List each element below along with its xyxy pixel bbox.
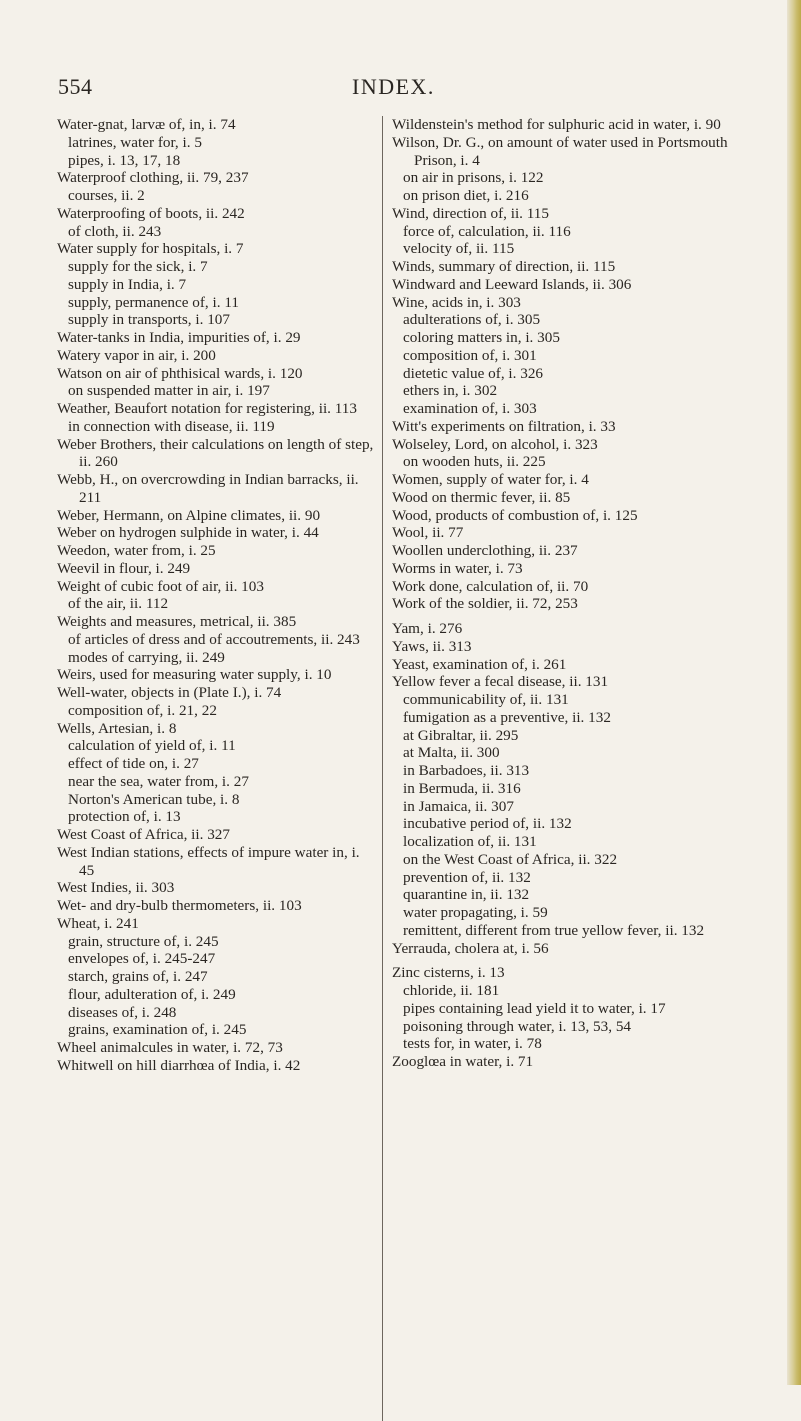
- index-entry: Well-water, objects in (Plate I.), i. 74: [57, 684, 282, 701]
- column-divider: [382, 116, 383, 1421]
- index-entry: Yam, i. 276: [392, 620, 463, 637]
- index-entry: Whitwell on hill diarrhœa of India, i. 42: [57, 1056, 301, 1074]
- index-subentry: modes of carrying, ii. 249: [68, 648, 225, 666]
- running-head: INDEX.: [352, 74, 435, 99]
- index-subentry: tests for, in water, i. 78: [403, 1035, 542, 1053]
- index-entry: West Indies, ii. 303: [57, 879, 175, 897]
- index-subentry: dietetic value of, i. 326: [403, 364, 544, 382]
- index-subentry: near the sea, water from, i. 27: [68, 772, 249, 790]
- index-entry: Wind, direction of, ii. 115: [392, 204, 549, 222]
- index-entry: Yellow fever a fecal disease, ii. 131: [392, 673, 609, 691]
- index-entry: Wilson, Dr. G., on amount of water used in Portsmouth Prison, i. 4: [392, 133, 728, 169]
- index-entry: Windward and Leeward Islands, ii. 306: [392, 275, 632, 293]
- index-subentry: of articles of dress and of accoutrements, ii. 243: [68, 630, 360, 648]
- index-subentry: envelopes of, i. 245-247: [68, 950, 216, 968]
- page-header: [0, 74, 801, 104]
- index-subentry: supply, permanence of, i. 11: [68, 293, 239, 311]
- index-subentry: supply in transports, i. 107: [68, 311, 230, 329]
- index-subentry: coloring matters in, i. 305: [403, 329, 560, 346]
- index-subentry: in Bermuda, ii. 316: [403, 779, 521, 797]
- index-subentry: velocity of, ii. 115: [403, 240, 515, 258]
- index-entry: Witt's experiments on filtration, i. 33: [392, 417, 616, 435]
- index-subentry: on wooden huts, ii. 225: [403, 453, 546, 471]
- index-entry: Watson on air of phthisical wards, i. 120: [57, 364, 303, 382]
- index-subentry: supply in India, i. 7: [68, 275, 187, 293]
- index-entry: West Coast of Africa, ii. 327: [57, 826, 230, 843]
- index-entry: Water supply for hospitals, i. 7: [57, 240, 244, 258]
- index-entry: Wet- and dry-bulb thermometers, ii. 103: [57, 897, 302, 914]
- index-subentry: incubative period of, ii. 132: [403, 815, 572, 833]
- index-entry: Weights and measures, metrical, ii. 385: [57, 613, 297, 630]
- index-subentry: pipes, i. 13, 17, 18: [68, 151, 181, 169]
- index-entry: Worms in water, i. 73: [392, 559, 523, 577]
- index-subentry: water propagating, i. 59: [403, 904, 548, 921]
- index-entry: Wells, Artesian, i. 8: [57, 719, 177, 737]
- index-entry: Water-tanks in India, impurities of, i. 29: [57, 329, 301, 346]
- index-entry: Woollen underclothing, ii. 237: [392, 542, 578, 559]
- index-subentry: courses, ii. 2: [68, 187, 145, 204]
- index-entry: West Indian stations, effects of impure water in, i. 45: [57, 843, 360, 879]
- index-subentry: chloride, ii. 181: [403, 982, 500, 999]
- index-entry: Winds, summary of direction, ii. 115: [392, 258, 616, 275]
- index-subentry: grains, examination of, i. 245: [68, 1021, 247, 1039]
- index-entry: Watery vapor in air, i. 200: [57, 346, 216, 364]
- index-entry: Wine, acids in, i. 303: [392, 293, 521, 311]
- index-entry: Work of the soldier, ii. 72, 253: [392, 595, 578, 613]
- index-entry: Wood on thermic fever, ii. 85: [392, 488, 571, 506]
- left-index-column: [57, 116, 377, 1075]
- index-subentry: in Barbadoes, ii. 313: [403, 762, 530, 779]
- index-entry: Wildenstein's method for sulphuric acid in water, i. 90: [392, 116, 721, 133]
- index-subentry: localization of, ii. 131: [403, 833, 537, 850]
- index-subentry: diseases of, i. 248: [68, 1003, 177, 1021]
- index-subentry: in Jamaica, ii. 307: [403, 797, 514, 815]
- index-subentry: on suspended matter in air, i. 197: [68, 382, 270, 400]
- index-entry: Webb, H., on overcrowding in Indian barracks, ii. 211: [57, 471, 359, 506]
- index-subentry: force of, calculation, ii. 116: [403, 222, 571, 240]
- index-subentry: prevention of, ii. 132: [403, 868, 531, 886]
- index-subentry: calculation of yield of, i. 11: [68, 737, 236, 755]
- page-number: 554: [58, 74, 93, 99]
- index-subentry: at Gibraltar, ii. 295: [403, 726, 519, 744]
- index-entry: Waterproofing of boots, ii. 242: [57, 204, 245, 222]
- index-entry: Weber, Hermann, on Alpine climates, ii. 90: [57, 506, 321, 524]
- index-subentry: starch, grains of, i. 247: [68, 968, 208, 985]
- index-entry: Zinc cisterns, i. 13: [392, 964, 505, 982]
- index-entry: Wool, ii. 77: [392, 524, 464, 542]
- index-subentry: on prison diet, i. 216: [403, 187, 529, 204]
- index-subentry: examination of, i. 303: [403, 400, 537, 417]
- index-entry: Weber on hydrogen sulphide in water, i. 44: [57, 524, 319, 542]
- page-edge-shading: [787, 0, 801, 1385]
- right-index-column: [392, 116, 744, 1071]
- index-entry: Weather, Beaufort notation for registering, ii. 113: [57, 400, 357, 417]
- index-subentry: in connection with disease, ii. 119: [68, 417, 275, 435]
- index-subentry: flour, adulteration of, i. 249: [68, 985, 236, 1003]
- index-entry: Zooglœa in water, i. 71: [392, 1053, 534, 1070]
- index-entry: Waterproof clothing, ii. 79, 237: [57, 169, 249, 187]
- index-subentry: fumigation as a preventive, ii. 132: [403, 708, 611, 726]
- index-subentry: remittent, different from true yellow fever, ii. 132: [403, 921, 705, 939]
- index-subentry: on air in prisons, i. 122: [403, 169, 544, 187]
- index-subentry: at Malta, ii. 300: [403, 744, 500, 762]
- index-subentry: protection of, i. 13: [68, 808, 181, 826]
- index-subentry: composition of, i. 21, 22: [68, 701, 217, 719]
- index-entry: Water-gnat, larvæ of, in, i. 74: [57, 116, 236, 133]
- index-subentry: communicability of, ii. 131: [403, 691, 569, 708]
- index-entry: Women, supply of water for, i. 4: [392, 471, 589, 488]
- index-subentry: of cloth, ii. 243: [68, 222, 162, 240]
- index-entry: Wolseley, Lord, on alcohol, i. 323: [392, 435, 598, 453]
- index-entry: Yaws, ii. 313: [392, 637, 472, 655]
- index-subentry: grain, structure of, i. 245: [68, 932, 219, 950]
- index-subentry: supply for the sick, i. 7: [68, 258, 208, 275]
- index-entry: Wood, products of combustion of, i. 125: [392, 506, 638, 524]
- index-subentry: poisoning through water, i. 13, 53, 54: [403, 1017, 632, 1035]
- index-subentry: of the air, ii. 112: [68, 595, 169, 613]
- index-subentry: ethers in, i. 302: [403, 382, 498, 400]
- index-subentry: pipes containing lead yield it to water, i. 17: [403, 999, 666, 1017]
- index-subentry: adulterations of, i. 305: [403, 311, 541, 329]
- index-subentry: composition of, i. 301: [403, 346, 537, 364]
- index-entry: Wheat, i. 241: [57, 914, 139, 932]
- index-subentry: quarantine in, ii. 132: [403, 886, 530, 904]
- index-entry: Weedon, water from, i. 25: [57, 542, 216, 559]
- index-entry: Weber Brothers, their calculations on length of step, ii. 260: [57, 435, 374, 471]
- index-subentry: effect of tide on, i. 27: [68, 755, 199, 772]
- index-subentry: latrines, water for, i. 5: [68, 133, 202, 151]
- index-entry: Work done, calculation of, ii. 70: [392, 577, 589, 595]
- index-subentry: on the West Coast of Africa, ii. 322: [403, 850, 618, 868]
- index-entry: Weevil in flour, i. 249: [57, 559, 191, 577]
- index-entry: Yerrauda, cholera at, i. 56: [392, 939, 549, 957]
- index-entry: Weight of cubic foot of air, ii. 103: [57, 577, 264, 595]
- index-entry: Weirs, used for measuring water supply, i. 10: [57, 666, 332, 684]
- index-entry: Yeast, examination of, i. 261: [392, 655, 567, 673]
- index-subentry: Norton's American tube, i. 8: [68, 790, 240, 808]
- index-entry: Wheel animalcules in water, i. 72, 73: [57, 1039, 283, 1056]
